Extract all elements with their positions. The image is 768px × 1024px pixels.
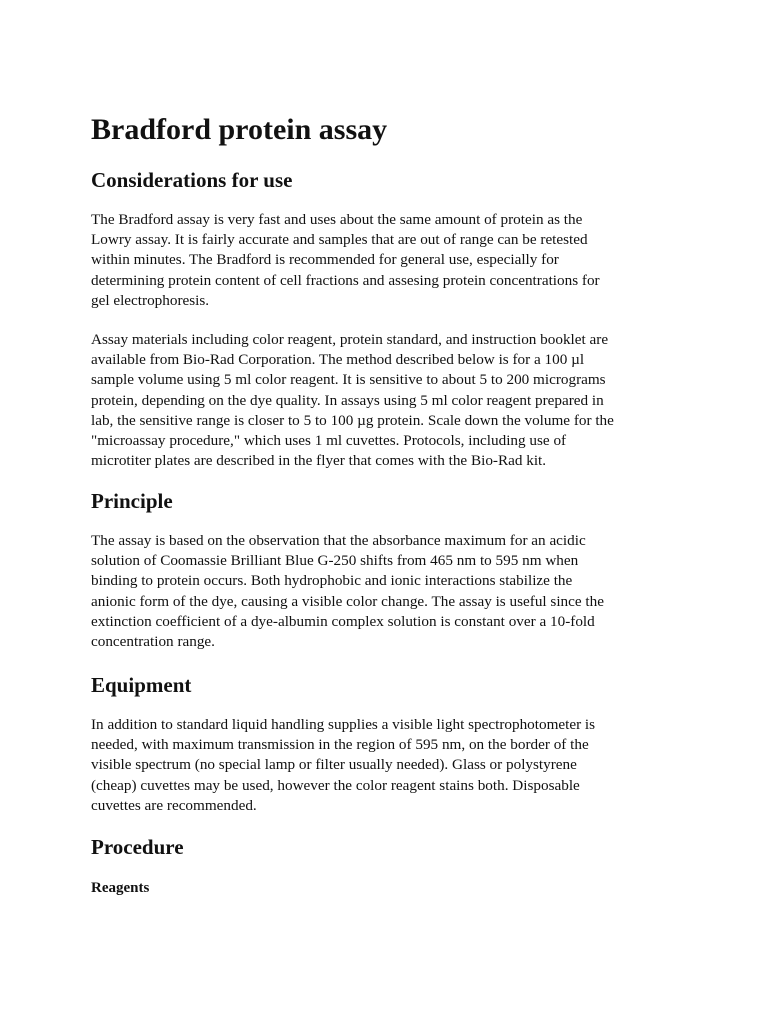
subheading-reagents: Reagents (91, 880, 150, 896)
paragraph-equipment (91, 715, 681, 816)
text-line: In addition to standard liquid handling supplies a visible light spectrophotometer is (91, 716, 596, 733)
text-line: visible spectrum (no special lamp or filter usually needed). Glass or polystyrene (91, 756, 577, 774)
text-line: anionic form of the dye, causing a visible color change. The assay is useful since the (91, 592, 604, 610)
heading-principle: Principle (91, 489, 173, 513)
text-line: binding to protein occurs. Both hydrophobic and ionic interactions stabilize the (91, 572, 573, 590)
text-line: gel electrophoresis. (91, 291, 210, 309)
text-line: concentration range. (91, 633, 215, 651)
heading-procedure: Procedure (91, 835, 184, 859)
text-line: Assay materials including color reagent, protein standard, and instruction booklet are (91, 331, 609, 348)
paragraph-considerations-2 (91, 330, 681, 471)
paragraph-principle (91, 531, 681, 652)
text-line: The assay is based on the observation that the absorbance maximum for an acidic (91, 532, 586, 549)
text-line: available from Bio-Rad Corporation. The method described below is for a 100 µl (91, 351, 585, 369)
text-line: "microassay procedure," which uses 1 ml cuvettes. Protocols, including use of (91, 432, 567, 450)
text-line: lab, the sensitive range is closer to 5 to 100 µg protein. Scale down the volume for the (91, 411, 614, 429)
text-line: microtiter plates are described in the flyer that comes with the Bio-Rad kit. (91, 452, 547, 470)
text-line: sample volume using 5 ml color reagent. It is sensitive to about 5 to 200 micrograms (91, 371, 606, 389)
text-line: cuvettes are recommended. (91, 796, 257, 814)
text-line: The Bradford assay is very fast and uses about the same amount of protein as the (91, 211, 583, 228)
text-line: needed, with maximum transmission in the region of 595 nm, on the border of the (91, 736, 589, 754)
page-title: Bradford protein assay (91, 113, 388, 146)
text-line: solution of Coomassie Brilliant Blue G-250 shifts from 465 nm to 595 nm when (91, 552, 579, 570)
text-line: extinction coefficient of a dye-albumin complex solution is constant over a 10-fold (91, 612, 595, 630)
text-line: protein, depending on the dye quality. In assays using 5 ml color reagent prepared in (91, 391, 604, 409)
paragraph-considerations-1 (91, 210, 681, 311)
text-line: (cheap) cuvettes may be used, however the color reagent stains both. Disposable (91, 776, 580, 794)
heading-equipment: Equipment (91, 673, 192, 697)
text-line: within minutes. The Bradford is recommended for general use, especially for (91, 251, 559, 269)
text-line: Lowry assay. It is fairly accurate and samples that are out of range can be retested (91, 231, 588, 249)
text-line: determining protein content of cell fractions and assesing protein concentrations for (91, 271, 600, 289)
heading-considerations: Considerations for use (91, 168, 293, 192)
